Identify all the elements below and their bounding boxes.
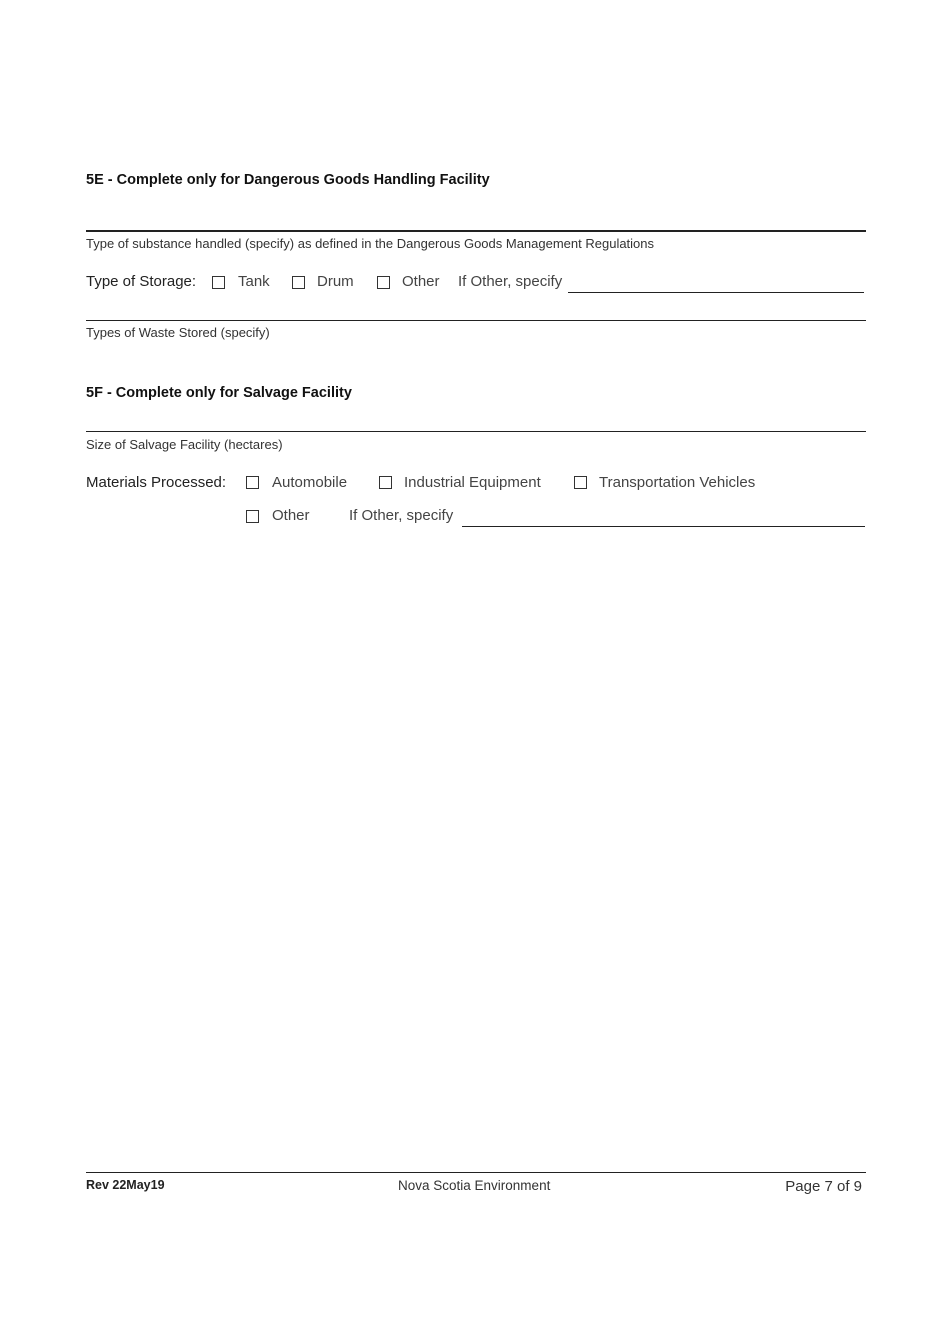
storage-other-label: Other	[402, 273, 440, 290]
storage-tank-label: Tank	[238, 273, 270, 290]
storage-other-specify-field[interactable]	[568, 292, 864, 293]
storage-other-checkbox[interactable]	[377, 276, 390, 289]
footer-organization: Nova Scotia Environment	[398, 1178, 551, 1193]
materials-processed-label: Materials Processed:	[86, 474, 227, 491]
materials-transportation-checkbox[interactable]	[574, 476, 587, 489]
storage-tank-checkbox[interactable]	[212, 276, 225, 289]
materials-other-label: Other	[272, 507, 310, 524]
materials-industrial-label: Industrial Equipment	[404, 474, 541, 491]
storage-drum-checkbox[interactable]	[292, 276, 305, 289]
section-5f-heading: 5F - Complete only for Salvage Facility	[86, 385, 352, 401]
storage-type-label: Type of Storage:	[86, 273, 197, 290]
section-5e-heading: 5E - Complete only for Dangerous Goods Handling Facility	[86, 172, 490, 188]
materials-automobile-label: Automobile	[272, 474, 348, 491]
substance-caption: Type of substance handled (specify) as defined in the Dangerous Goods Management Regulations	[86, 236, 655, 251]
substance-field-line[interactable]	[86, 230, 866, 232]
materials-other-checkbox[interactable]	[246, 510, 259, 523]
footer-divider	[86, 1172, 866, 1173]
footer-revision: Rev 22May19	[86, 1178, 165, 1192]
materials-if-other-label: If Other, specify	[349, 507, 454, 524]
storage-if-other-label: If Other, specify	[458, 273, 563, 290]
materials-transportation-label: Transportation Vehicles	[599, 474, 756, 491]
salvage-size-field-line[interactable]	[86, 431, 866, 432]
footer-page-number: Page 7 of 9	[785, 1178, 862, 1195]
storage-drum-label: Drum	[317, 273, 354, 290]
salvage-size-caption: Size of Salvage Facility (hectares)	[86, 437, 283, 452]
materials-industrial-checkbox[interactable]	[379, 476, 392, 489]
waste-field-line[interactable]	[86, 320, 866, 321]
waste-caption: Types of Waste Stored (specify)	[86, 325, 270, 340]
materials-automobile-checkbox[interactable]	[246, 476, 259, 489]
materials-other-specify-field[interactable]	[462, 526, 865, 527]
